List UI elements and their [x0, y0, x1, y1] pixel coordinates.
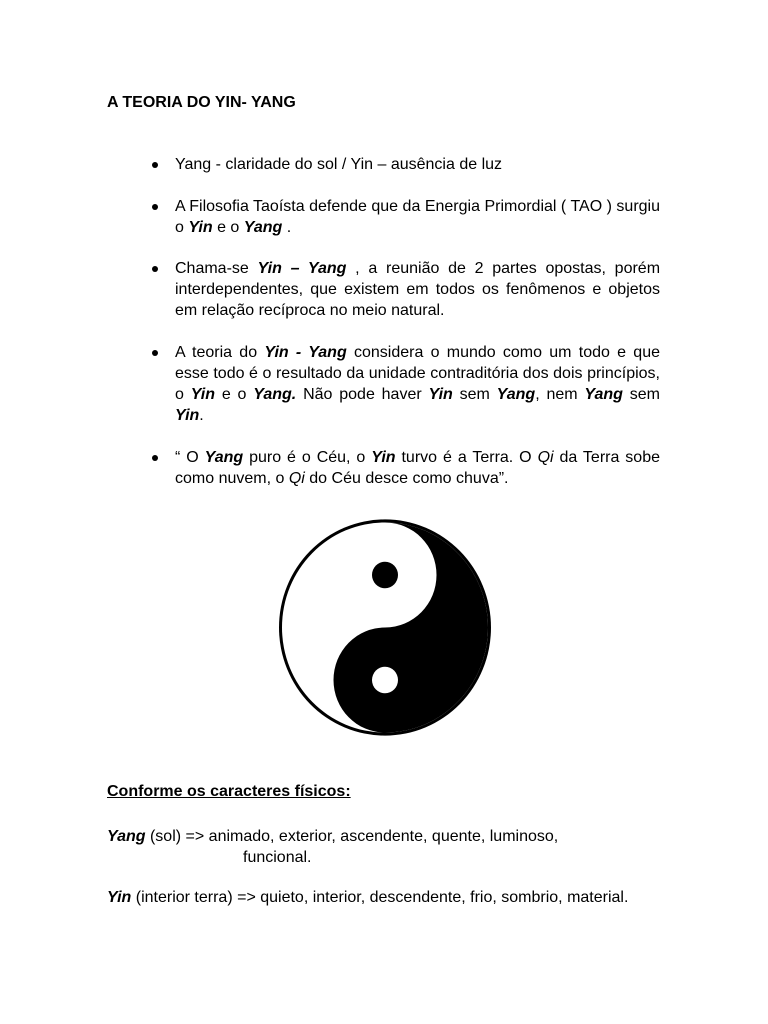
yin-text: (interior terra) => quieto, interior, descendente, frio, sombrio, material.	[131, 889, 629, 906]
term-yin: Yin	[175, 407, 200, 424]
list-item	[150, 258, 660, 321]
yang-text: (sol) => animado, exterior, ascendente, quente, luminoso,	[145, 828, 559, 845]
term-yang: Yang	[107, 828, 146, 845]
dark-dot	[372, 562, 398, 589]
yin-description	[107, 887, 661, 908]
term-yin: Yin	[428, 386, 453, 403]
bullet-text: Yang - claridade do sol / Yin – ausência de luz	[175, 156, 503, 173]
bullet-list	[150, 154, 660, 489]
text-segment: do Céu desce como chuva”.	[304, 470, 509, 487]
text-segment: Não pode haver	[296, 386, 429, 403]
text-segment: .	[282, 219, 292, 236]
light-dot	[372, 667, 398, 694]
term-yin: Yin	[371, 449, 396, 466]
text-segment: sem	[452, 386, 497, 403]
term-yang: Yang	[204, 449, 244, 466]
term-yang: Yang	[584, 386, 623, 403]
term-qi: Qi	[288, 470, 305, 487]
text-segment: .	[199, 407, 204, 424]
term-yin-yang: Yin - Yang	[264, 344, 347, 361]
list-item	[150, 154, 660, 175]
list-item	[150, 342, 660, 426]
term-yang: Yang.	[253, 386, 297, 403]
yang-continuation: funcional.	[243, 849, 312, 866]
text-segment: considera o mundo como um todo e que esse todo é o resultado da unidade contraditória dos dois princípios, o	[175, 344, 660, 403]
text-segment: A teoria do	[175, 344, 265, 361]
text-segment: turvo é a Terra. O	[395, 449, 538, 466]
text-segment: , a reunião de 2 partes opostas, porém interdependentes, que existem em todos os fenômenos e objetos em relação recíproca no meio natural.	[175, 260, 661, 319]
text-segment: Chama-se	[175, 260, 258, 277]
term-yin: Yin	[190, 386, 216, 403]
term-yin-yang: Yin – Yang	[257, 260, 347, 277]
text-segment: e o	[215, 386, 254, 403]
list-item	[150, 447, 660, 489]
list-item	[150, 196, 660, 238]
text-segment: , nem	[535, 386, 585, 403]
term-qi: Qi	[537, 449, 554, 466]
text-segment: A Filosofia Taoísta defende que da Energia Primordial ( TAO ) surgiu o	[175, 198, 660, 236]
page-title: A TEORIA DO YIN- YANG	[107, 94, 296, 111]
text-segment: e o	[212, 219, 244, 236]
term-yang: Yang	[243, 219, 283, 236]
term-yang: Yang	[496, 386, 536, 403]
text-segment: puro é o Céu, o	[243, 449, 372, 466]
yin-yang-symbol	[275, 515, 495, 740]
text-segment: da Terra sobe como nuvem, o	[175, 449, 661, 487]
term-yin: Yin	[107, 889, 132, 906]
section-heading: Conforme os caracteres físicos:	[107, 783, 351, 800]
text-segment: “ O	[175, 449, 205, 466]
term-yin: Yin	[188, 219, 213, 236]
text-segment: sem	[622, 386, 660, 403]
yang-description	[107, 826, 662, 868]
